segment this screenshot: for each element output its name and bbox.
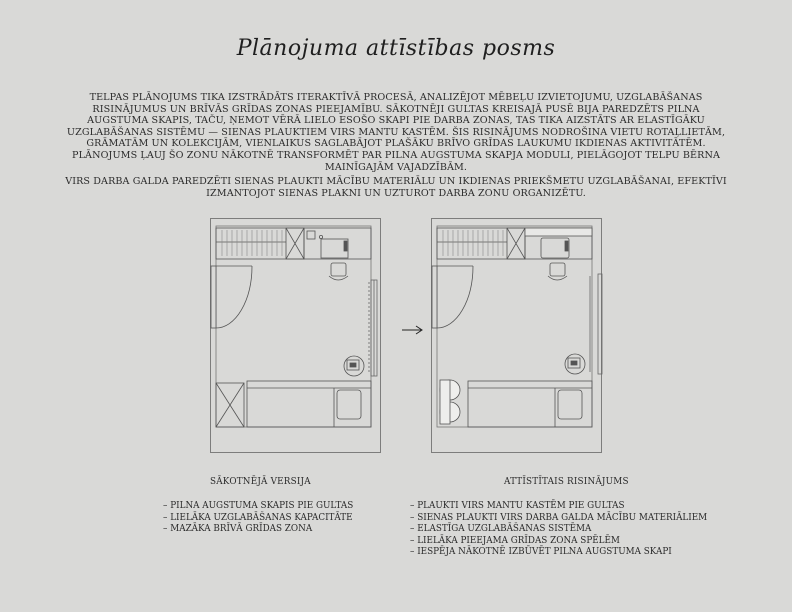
list-item: – ELASTĪGA UZGLABĀŠANAS SISTĒMA (410, 524, 707, 536)
list-item: – SIENAS PLAUKTI VIRS DARBA GALDA MĀCĪBU MATERIĀLIEM (410, 513, 707, 525)
wall-shelves-right (369, 280, 377, 376)
door (211, 266, 252, 328)
door (432, 266, 473, 328)
desk (525, 228, 592, 259)
desk-chair (329, 263, 348, 280)
bed (468, 381, 592, 427)
page-title: Plānojuma attīstības posms (236, 36, 556, 61)
initial-caption: SĀKOTNĒJĀ VERSIJA (210, 477, 311, 487)
list-item: – PLAUKTI VIRS MANTU KASTĒM PIE GULTAS (410, 501, 707, 513)
arrow-right-icon (401, 324, 425, 336)
desk-chair (548, 263, 567, 280)
outer-wall (211, 219, 381, 453)
nightstand (344, 356, 364, 376)
wardrobe-top (216, 228, 304, 259)
developed-floor-plan (431, 218, 603, 454)
list-item: – LIELĀKA PIEEJAMA GRĪDAS ZONA SPĒLĒM (410, 536, 707, 548)
intro-paragraph: TELPAS PLĀNOJUMS TIKA IZSTRĀDĀTS ITERAKTĪVĀ PROCESĀ, ANALIZĒJOT MĒBEĻU IZVIETOJUMU, UZGLABĀŠANAS RISINĀJUMUS UN BRĪVĀS GRĪDAS ZONAS PIEEJAMĪBU. SĀKOTNĒJI GULTAS KREISAJĀ PUSĒ BIJA PAREDZĒTS PILNA AUGSTUMA SKAPIS, TAČU, ŅEMOT VĒRĀ LIELO ESOŠO SKAPI PIE DARBA ZONAS, TAS TIKA AIZSTĀTS AR ELASTĪGĀKU UZGLABĀŠANAS SISTĒMU — SIENAS PLAUKTIEM VIRS MANTU KASTĒM. ŠIS RISINĀJUMS NODROŠINA VIETU ROTAĻLIETĀM, GRĀMATĀM UN KOLEKCIJĀM, VIENLAIKUS SAGLABĀJOT PLAŠĀKU BRĪVO GRĪDAS LAUKUMU IKDIENAS AKTIVITĀTĒM. PLĀNOJUMS ĻAUJ ŠO ZONU NĀKOTNĒ TRANSFORMĒT PAR PILNA AUGSTUMA SKAPJA MODULI, PIELĀGOJOT TELPU BĒRNA MAINĪGAJĀM VAJADZĪBĀM. (66, 92, 726, 173)
desk (304, 228, 371, 259)
developed-feature-list (410, 501, 707, 559)
initial-floor-plan (210, 218, 382, 454)
wardrobe-top (437, 228, 525, 259)
wardrobe-by-bed (216, 383, 244, 427)
bed (247, 381, 371, 427)
list-item: – PILNA AUGSTUMA SKAPIS PIE GULTAS (163, 501, 353, 513)
toy-storage-boxes (440, 380, 460, 424)
developed-caption: ATTĪSTĪTAIS RISINĀJUMS (504, 477, 629, 487)
shelf-paragraph: VIRS DARBA GALDA PAREDZĒTI SIENAS PLAUKTI MĀCĪBU MATERIĀLU UN IKDIENAS PRIEKŠMETU UZGLABĀŠANAI, EFEKTĪVI IZMANTOJOT SIENAS PLAKNI UN UZTUROT DARBA ZONU ORGANIZĒTU. (65, 176, 727, 199)
list-item: – LIELĀKA UZGLABĀŠANAS KAPACITĀTE (163, 513, 353, 525)
list-item: – IESPĒJA NĀKOTNĒ IZBŪVĒT PILNA AUGSTUMA SKAPI (410, 547, 707, 559)
initial-feature-list (163, 501, 353, 536)
nightstand (565, 354, 585, 374)
list-item: – MAZĀKA BRĪVĀ GRĪDAS ZONA (163, 524, 353, 536)
